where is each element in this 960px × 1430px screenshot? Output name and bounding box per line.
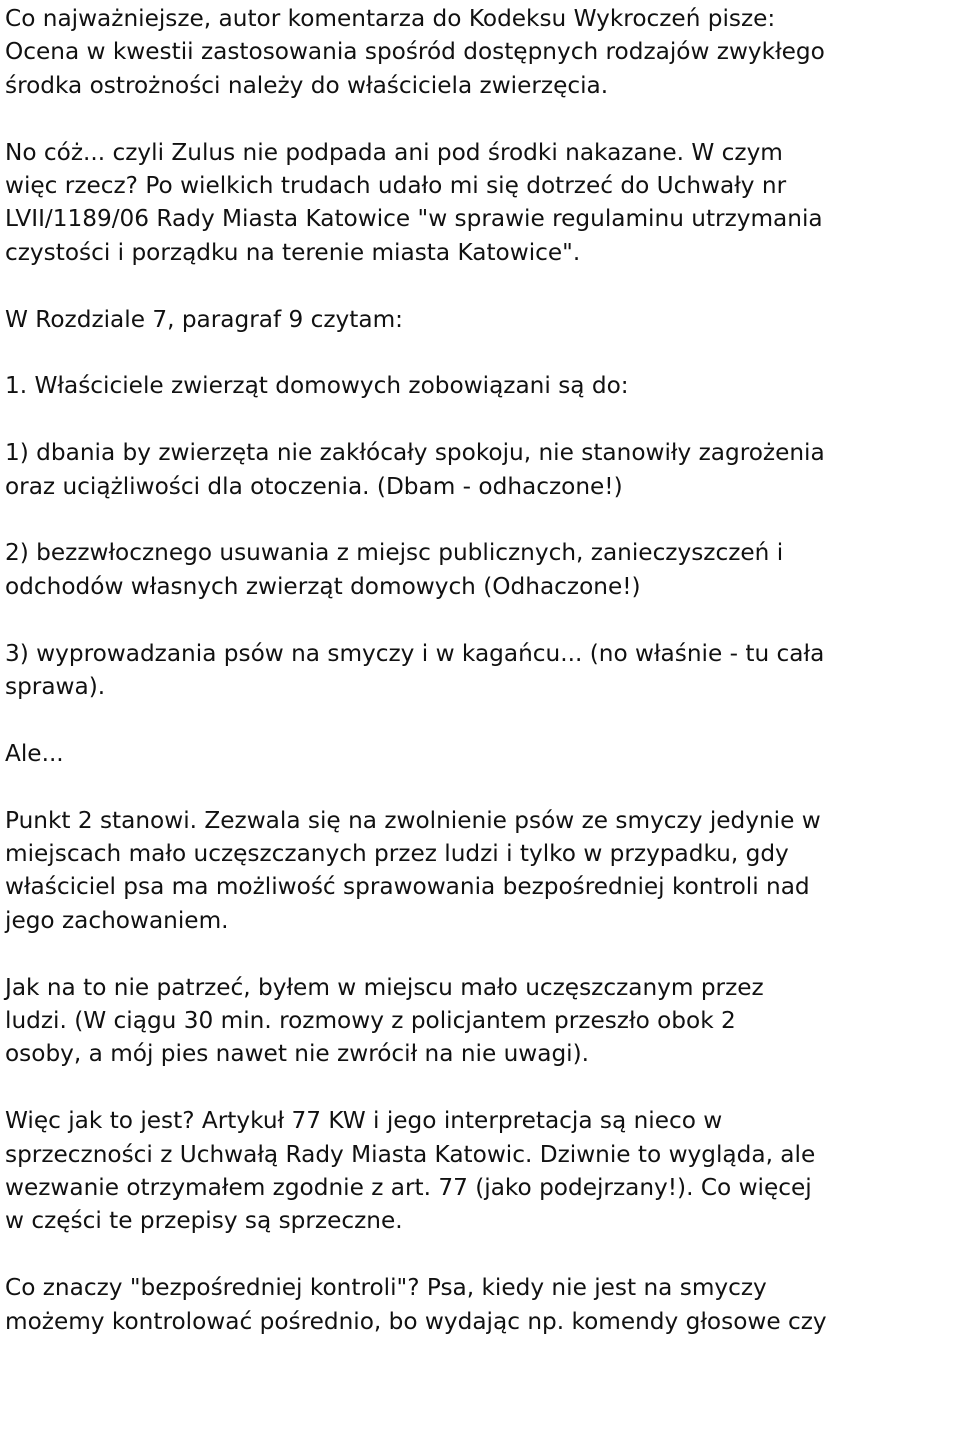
paragraph-point-2 bbox=[5, 536, 956, 603]
text-line: jego zachowaniem. bbox=[5, 906, 229, 934]
paragraph-point-3 bbox=[5, 637, 956, 704]
paragraph-contradiction bbox=[5, 1104, 956, 1238]
paragraph-but bbox=[5, 737, 956, 770]
text-line: ludzi. (W ciągu 30 min. rozmowy z policjantem przeszło obok 2 bbox=[5, 1007, 736, 1035]
text-line: 2) bezzwłocznego usuwania z miejsc publicznych, zanieczyszczeń i bbox=[5, 539, 784, 567]
text-line: 3) wyprowadzania psów na smyczy i w kagańcu... (no właśnie - tu cała bbox=[5, 639, 825, 667]
text-line: więc rzecz? Po wielkich trudach udało mi się dotrzeć do Uchwały nr bbox=[5, 172, 787, 200]
text-line: środka ostrożności należy do właściciela zwierzęcia. bbox=[5, 71, 609, 99]
paragraph-situation bbox=[5, 971, 956, 1071]
text-line: Ale... bbox=[5, 739, 64, 767]
text-line: właściciel psa ma możliwość sprawowania bezpośredniej kontroli nad bbox=[5, 873, 810, 901]
text-line: możemy kontrolować pośrednio, bo wydając np. komendy głosowe czy bbox=[5, 1307, 827, 1335]
text-line: LVII/1189/06 Rady Miasta Katowice "w sprawie regulaminu utrzymania bbox=[5, 205, 823, 233]
text-line: czystości i porządku na terenie miasta Katowice". bbox=[5, 238, 581, 266]
text-line: Co znaczy "bezpośredniej kontroli"? Psa, kiedy nie jest na smyczy bbox=[5, 1274, 767, 1302]
paragraph-point-1 bbox=[5, 436, 956, 503]
paragraph-resolution-intro bbox=[5, 136, 956, 270]
text-line: No cóż... czyli Zulus nie podpada ani pod środki nakazane. W czym bbox=[5, 138, 783, 166]
paragraph-point-2-rule bbox=[5, 804, 956, 938]
text-line: oraz uciążliwości dla otoczenia. (Dbam - odhaczone!) bbox=[5, 472, 623, 500]
text-line: 1. Właściciele zwierząt domowych zobowiązani są do: bbox=[5, 372, 629, 400]
text-line: miejscach mało uczęszczanych przez ludzi i tylko w przypadku, gdy bbox=[5, 840, 789, 868]
paragraph-commentary-quote bbox=[5, 2, 956, 102]
text-line: osoby, a mój pies nawet nie zwrócił na nie uwagi). bbox=[5, 1040, 590, 1068]
paragraph-chapter-reference bbox=[5, 303, 956, 336]
text-line: W Rozdziale 7, paragraf 9 czytam: bbox=[5, 305, 403, 333]
text-line: odchodów własnych zwierząt domowych (Odhaczone!) bbox=[5, 572, 641, 600]
text-line: Ocena w kwestii zastosowania spośród dostępnych rodzajów zwykłego bbox=[5, 38, 825, 66]
text-line: Punkt 2 stanowi. Zezwala się na zwolnienie psów ze smyczy jedynie w bbox=[5, 806, 821, 834]
paragraph-direct-control-question bbox=[5, 1271, 956, 1338]
text-line: 1) dbania by zwierzęta nie zakłócały spokoju, nie stanowiły zagrożenia bbox=[5, 439, 825, 467]
paragraph-owners-obligations bbox=[5, 369, 956, 402]
text-line: Co najważniejsze, autor komentarza do Kodeksu Wykroczeń pisze: bbox=[5, 5, 776, 32]
text-line: wezwanie otrzymałem zgodnie z art. 77 (jako podejrzany!). Co więcej bbox=[5, 1174, 812, 1202]
text-line: Jak na to nie patrzeć, byłem w miejscu mało uczęszczanym przez bbox=[5, 973, 764, 1001]
text-line: Więc jak to jest? Artykuł 77 KW i jego interpretacja są nieco w bbox=[5, 1107, 723, 1135]
text-line: w części te przepisy są sprzeczne. bbox=[5, 1207, 403, 1235]
text-line: sprzeczności z Uchwałą Rady Miasta Katowic. Dziwnie to wygląda, ale bbox=[5, 1140, 816, 1168]
text-line: sprawa). bbox=[5, 673, 106, 701]
